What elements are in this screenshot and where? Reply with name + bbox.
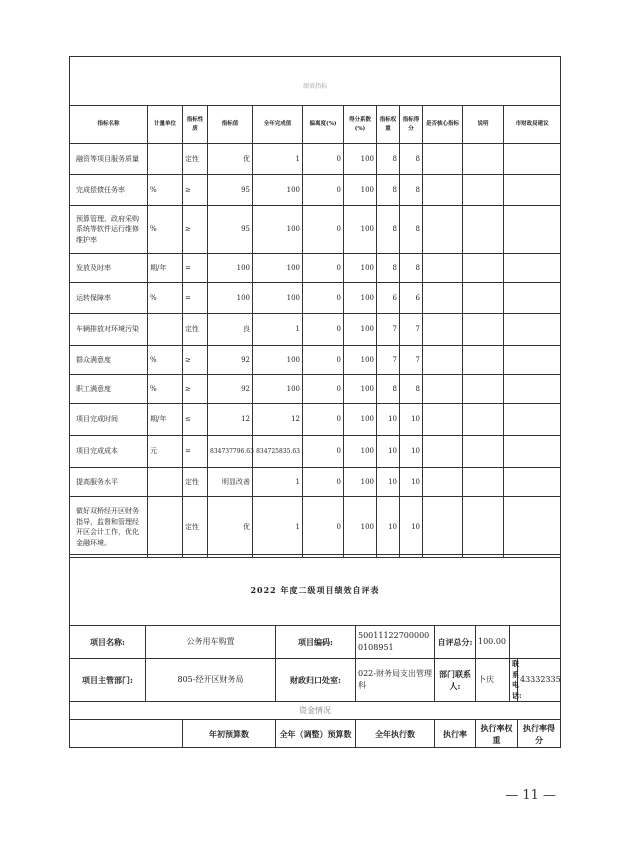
cell-done: 100 — [253, 346, 303, 375]
table-row — [70, 254, 561, 283]
table-row — [70, 375, 561, 404]
empty-cell — [463, 254, 504, 283]
cell-dev: 0 — [303, 283, 344, 314]
column-header: 市财政局建议 — [504, 106, 561, 144]
empty-cell — [463, 404, 504, 436]
empty-cell — [504, 346, 561, 375]
table-row — [70, 175, 561, 206]
cell-coef: 100 — [344, 314, 377, 346]
cell-unit: 期/年 — [148, 254, 183, 283]
cell-score: 6 — [400, 283, 423, 314]
column-header: 指标值 — [208, 106, 253, 144]
cell-target: 明显改善 — [208, 468, 253, 497]
cell-target: 优 — [208, 144, 253, 175]
cell-dev: 0 — [303, 175, 344, 206]
contact-value: 卜庆 — [476, 659, 510, 702]
cell-name: 融资等项目服务质量 — [70, 144, 148, 175]
funds-header: 全年执行数 — [356, 720, 435, 748]
cell-weight: 8 — [377, 175, 400, 206]
column-header: 计量单位 — [148, 106, 183, 144]
table-row — [70, 144, 561, 175]
cell-target: 100 — [208, 254, 253, 283]
column-header: 指标性质 — [183, 106, 208, 144]
table-row — [70, 497, 561, 558]
cell-unit — [148, 497, 183, 558]
empty-cell — [504, 468, 561, 497]
cell-weight: 10 — [377, 436, 400, 468]
cell-done: 100 — [253, 283, 303, 314]
cell-weight: 8 — [377, 375, 400, 404]
empty-cell — [70, 720, 183, 748]
cell-done: 100 — [253, 175, 303, 206]
cell-name: 群众满意度 — [70, 346, 148, 375]
cell-coef: 100 — [344, 404, 377, 436]
empty-cell — [423, 404, 463, 436]
evaluation-form — [69, 554, 561, 748]
cell-name: 项目完成时间 — [70, 404, 148, 436]
cell-done: 100 — [253, 254, 303, 283]
empty-cell — [463, 375, 504, 404]
cell-unit: % — [148, 206, 183, 254]
header-row — [70, 106, 561, 144]
empty-cell — [504, 314, 561, 346]
cell-dev: 0 — [303, 144, 344, 175]
empty-cell — [423, 254, 463, 283]
table-row — [70, 283, 561, 314]
cell-score: 8 — [400, 254, 423, 283]
cell-nature: ≥ — [183, 206, 208, 254]
cell-name: 发放及时率 — [70, 254, 148, 283]
cell-nature: ≥ — [183, 346, 208, 375]
column-header: 全年完成值 — [253, 106, 303, 144]
cell-score: 7 — [400, 314, 423, 346]
table-row — [70, 346, 561, 375]
empty-cell — [463, 346, 504, 375]
cell-coef: 100 — [344, 254, 377, 283]
cell-target: 92 — [208, 375, 253, 404]
cell-name: 职工满意度 — [70, 375, 148, 404]
cell-dev: 0 — [303, 375, 344, 404]
cell-coef: 100 — [344, 468, 377, 497]
cell-unit: % — [148, 283, 183, 314]
cell-score: 8 — [400, 375, 423, 404]
cell-weight: 8 — [377, 144, 400, 175]
performance-indicator-table — [69, 56, 561, 558]
empty-cell — [463, 144, 504, 175]
cell-coef: 100 — [344, 206, 377, 254]
cell-done: 100 — [253, 206, 303, 254]
cell-done: 1 — [253, 144, 303, 175]
dept-label: 项目主管部门: — [70, 659, 146, 702]
empty-cell — [504, 436, 561, 468]
cell-coef: 100 — [344, 375, 377, 404]
cell-target: 834737796.63 — [208, 436, 253, 468]
empty-cell — [504, 206, 561, 254]
empty-cell — [463, 436, 504, 468]
column-header: 指标名称 — [70, 106, 148, 144]
cell-score: 8 — [400, 175, 423, 206]
cell-done: 100 — [253, 375, 303, 404]
cell-nature: ≥ — [183, 375, 208, 404]
empty-cell — [504, 144, 561, 175]
funds-header: 执行率 — [435, 720, 476, 748]
cell-target: 95 — [208, 175, 253, 206]
empty-cell — [423, 468, 463, 497]
cell-nature: 定性 — [183, 468, 208, 497]
funds-header: 执行率得分 — [518, 720, 561, 748]
cell-unit: 元 — [148, 436, 183, 468]
empty-cell — [423, 283, 463, 314]
cell-weight: 10 — [377, 468, 400, 497]
empty-cell — [510, 626, 561, 659]
cell-dev: 0 — [303, 404, 344, 436]
cell-target: 100 — [208, 283, 253, 314]
cell-score: 10 — [400, 497, 423, 558]
cell-unit: % — [148, 375, 183, 404]
cell-score: 10 — [400, 468, 423, 497]
cell-unit — [148, 144, 183, 175]
cell-nature: 定性 — [183, 497, 208, 558]
cell-nature: = — [183, 254, 208, 283]
cell-unit: % — [148, 346, 183, 375]
empty-cell — [504, 404, 561, 436]
cell-target: 92 — [208, 346, 253, 375]
cell-done: 1 — [253, 468, 303, 497]
cell-nature: ≥ — [183, 175, 208, 206]
cell-unit — [148, 468, 183, 497]
empty-cell — [504, 283, 561, 314]
funds-header: 年初预算数 — [183, 720, 276, 748]
self-score-label: 自评总分: — [435, 626, 476, 659]
contact-label: 部门联系人: — [435, 659, 476, 702]
section-title: 绩效指标 — [70, 57, 561, 106]
empty-cell — [423, 497, 463, 558]
empty-cell — [423, 375, 463, 404]
cell-name: 做好双桥经开区财务指导，监督和管理经开区会计工作，优化金融环境。 — [70, 497, 148, 558]
cell-nature: 定性 — [183, 314, 208, 346]
phone-value: 43332335 — [518, 659, 561, 702]
cell-score: 8 — [400, 206, 423, 254]
cell-done: 1 — [253, 497, 303, 558]
cell-coef: 100 — [344, 175, 377, 206]
cell-weight: 7 — [377, 314, 400, 346]
cell-weight: 10 — [377, 497, 400, 558]
empty-cell — [504, 254, 561, 283]
empty-cell — [423, 175, 463, 206]
project-name-value: 公务用车购置 — [146, 626, 276, 659]
cell-coef: 100 — [344, 497, 377, 558]
cell-score: 10 — [400, 436, 423, 468]
cell-weight: 6 — [377, 283, 400, 314]
project-code-label: 项目编码: — [276, 626, 356, 659]
cell-score: 7 — [400, 346, 423, 375]
column-header: 指标权重 — [377, 106, 400, 144]
empty-cell — [423, 346, 463, 375]
cell-weight: 10 — [377, 404, 400, 436]
column-header: 偏离度(%) — [303, 106, 344, 144]
cell-nature: ≤ — [183, 404, 208, 436]
office-value: 022-财务局支出管理科 — [356, 659, 435, 702]
cell-weight: 8 — [377, 254, 400, 283]
table-row — [70, 314, 561, 346]
empty-cell — [463, 175, 504, 206]
cell-name: 完成偿债任务率 — [70, 175, 148, 206]
cell-weight: 8 — [377, 206, 400, 254]
cell-dev: 0 — [303, 206, 344, 254]
cell-dev: 0 — [303, 254, 344, 283]
cell-target: 95 — [208, 206, 253, 254]
cell-dev: 0 — [303, 436, 344, 468]
cell-target: 良 — [208, 314, 253, 346]
cell-coef: 100 — [344, 346, 377, 375]
self-score-value: 100.00 — [476, 626, 510, 659]
cell-unit: % — [148, 175, 183, 206]
empty-cell — [504, 375, 561, 404]
dept-value: 805-经开区财务局 — [146, 659, 276, 702]
empty-cell — [504, 175, 561, 206]
cell-coef: 100 — [344, 144, 377, 175]
empty-cell — [423, 206, 463, 254]
table-row — [70, 436, 561, 468]
column-header: 是否核心指标 — [423, 106, 463, 144]
office-label: 财政归口处室: — [276, 659, 356, 702]
cell-dev: 0 — [303, 497, 344, 558]
cell-score: 8 — [400, 144, 423, 175]
project-code-value: 500111227000000108951 — [356, 626, 435, 659]
cell-coef: 100 — [344, 436, 377, 468]
column-header: 说明 — [463, 106, 504, 144]
empty-cell — [423, 436, 463, 468]
funds-section-title: 资金情况 — [70, 702, 561, 720]
cell-done: 1 — [253, 314, 303, 346]
empty-cell — [463, 497, 504, 558]
page-number: — 11 — — [505, 788, 556, 803]
cell-nature: = — [183, 436, 208, 468]
cell-weight: 7 — [377, 346, 400, 375]
project-name-label: 项目名称: — [70, 626, 146, 659]
form-title: 2022 年度二级项目绩效自评表 — [70, 555, 561, 626]
empty-cell — [423, 314, 463, 346]
cell-nature: 定性 — [183, 144, 208, 175]
cell-coef: 100 — [344, 283, 377, 314]
cell-nature: = — [183, 283, 208, 314]
table-row — [70, 404, 561, 436]
cell-target: 优 — [208, 497, 253, 558]
cell-name: 预算管理、政府采购系统等软件运行维修维护率 — [70, 206, 148, 254]
cell-done: 834725835.63 — [253, 436, 303, 468]
cell-name: 运转保障率 — [70, 283, 148, 314]
column-header: 指标得分 — [400, 106, 423, 144]
cell-done: 12 — [253, 404, 303, 436]
table-row — [70, 206, 561, 254]
empty-cell — [463, 206, 504, 254]
empty-cell — [463, 314, 504, 346]
cell-name: 项目完成成本 — [70, 436, 148, 468]
funds-header: 全年（调整）预算数 — [276, 720, 356, 748]
table-row — [70, 468, 561, 497]
cell-dev: 0 — [303, 468, 344, 497]
cell-unit — [148, 314, 183, 346]
cell-dev: 0 — [303, 314, 344, 346]
cell-dev: 0 — [303, 346, 344, 375]
cell-name: 提高服务水平 — [70, 468, 148, 497]
cell-score: 10 — [400, 404, 423, 436]
phone-label: 联系电话: — [510, 659, 518, 702]
empty-cell — [504, 497, 561, 558]
cell-unit: 期/年 — [148, 404, 183, 436]
empty-cell — [423, 144, 463, 175]
funds-header: 执行率权重 — [476, 720, 518, 748]
empty-cell — [463, 468, 504, 497]
column-header: 得分系数(%) — [344, 106, 377, 144]
cell-name: 车辆排放对环境污染 — [70, 314, 148, 346]
empty-cell — [463, 283, 504, 314]
cell-target: 12 — [208, 404, 253, 436]
